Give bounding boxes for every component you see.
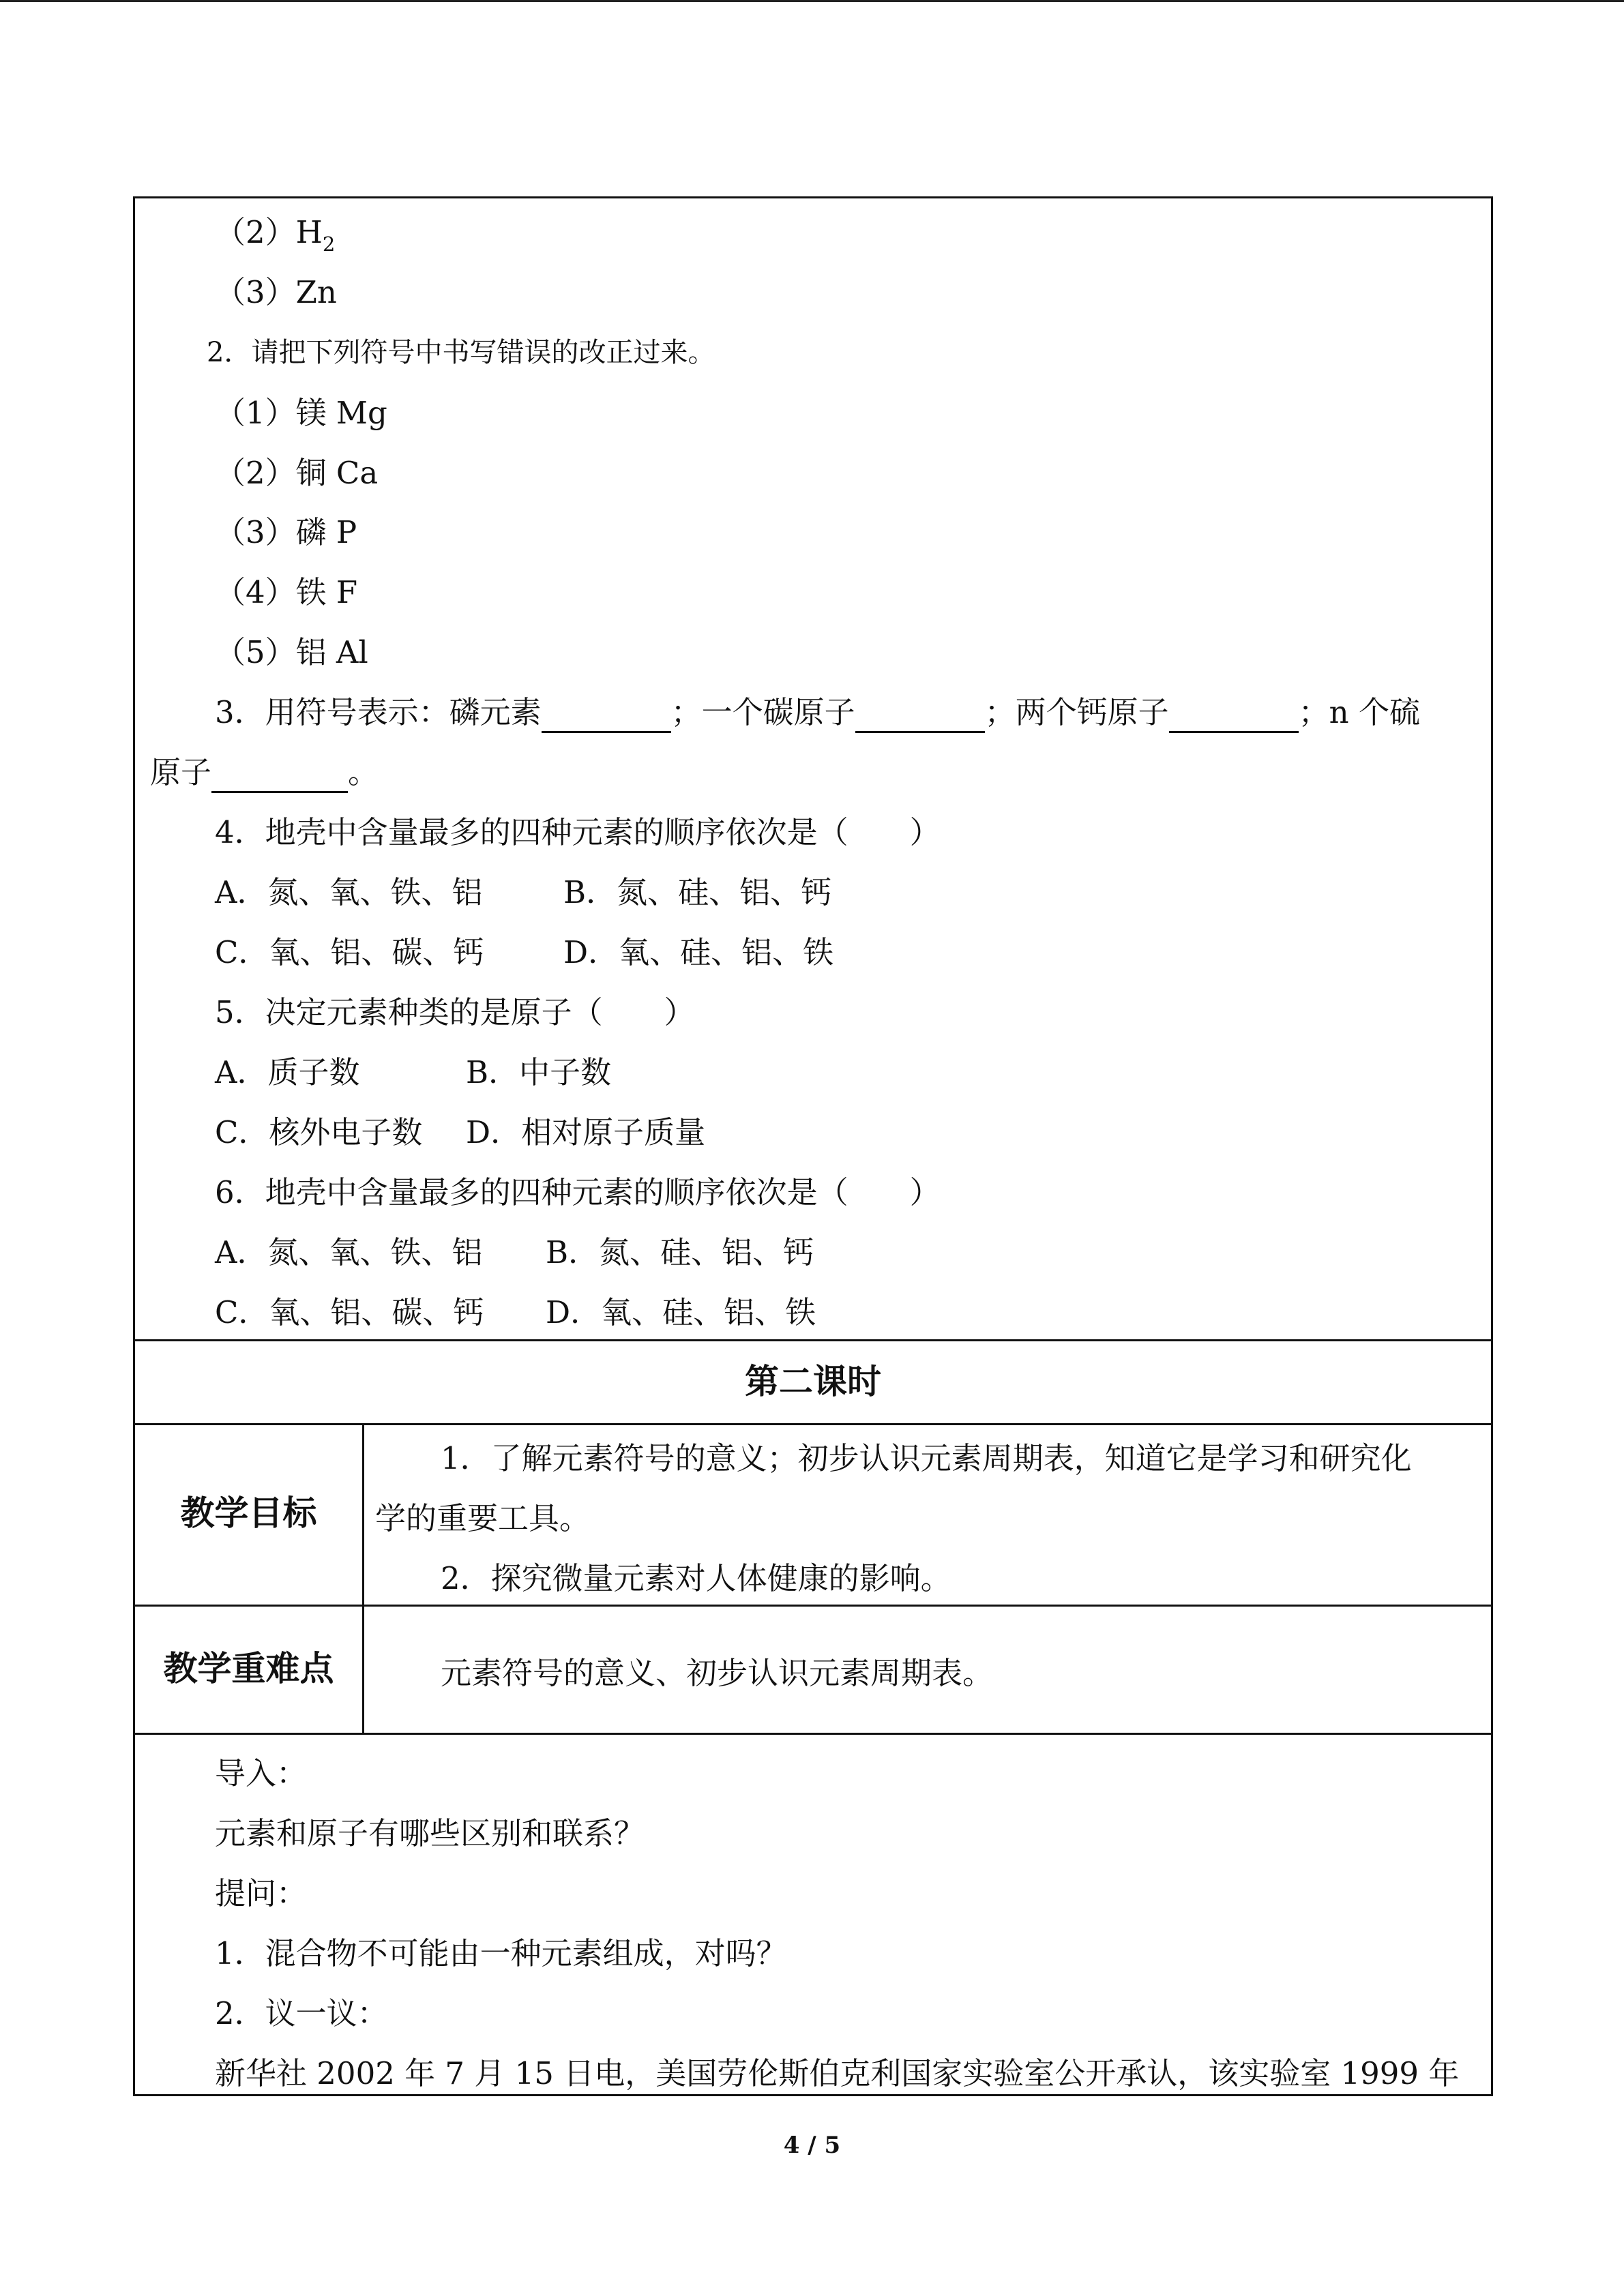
section-title: 第二课时 <box>745 1362 881 1401</box>
q3-line-cont: 原子 。 <box>150 752 379 793</box>
answer-blank[interactable] <box>211 760 348 793</box>
q5-option: B．中子数 <box>466 1054 612 1090</box>
q6-option: D．氧、硅、铝、铁 <box>546 1294 816 1330</box>
q2-item: （3）磷 P <box>215 514 357 550</box>
intro-line: 2．议一议： <box>215 1995 388 2031</box>
q4-option: B．氮、硅、铝、钙 <box>563 874 832 910</box>
row-divider <box>135 1733 1491 1735</box>
top-rule <box>0 0 1624 2</box>
intro-line: 提问： <box>215 1875 308 1911</box>
answer-blank[interactable] <box>855 700 985 733</box>
q2-item: （5）铝 Al <box>215 634 368 670</box>
q4-option: C．氧、铝、碳、钙 <box>215 934 484 970</box>
key-points-label: 教学重难点 <box>163 1649 334 1688</box>
row-divider <box>135 1423 1491 1425</box>
row-divider <box>135 1339 1491 1341</box>
q1-item-3: （3）Zn <box>215 274 337 310</box>
q2-item: （2）铜 Ca <box>215 455 379 491</box>
q5-title: 5．决定元素种类的是原子（ ） <box>215 994 695 1030</box>
q6-option: B．氮、硅、铝、钙 <box>546 1234 814 1270</box>
q2-item: （4）铁 F <box>215 574 358 610</box>
objectives-label: 教学目标 <box>180 1493 317 1533</box>
q1-item-2: $(2)H_2$ <box>215 214 336 256</box>
intro-line: 1．混合物不可能由一种元素组成，对吗？ <box>215 1935 787 1971</box>
objective-2: 2．探究微量元素对人体健康的影响。 <box>441 1560 951 1596</box>
q6-option: C．氧、铝、碳、钙 <box>215 1294 484 1330</box>
objective-1: 1．了解元素符号的意义；初步认识元素周期表，知道它是学习和研究化 <box>441 1440 1412 1476</box>
intro-line: 导入： <box>215 1755 308 1791</box>
q4-option: A．氮、氧、铁、铝 <box>215 874 483 910</box>
answer-blank[interactable] <box>542 700 671 733</box>
q3-line: 3．用符号表示：磷元素 ；一个碳原子 ；两个钙原子 ；n 个硫 <box>215 692 1420 733</box>
q2-item: （1）镁 Mg <box>215 395 387 431</box>
answer-blank[interactable] <box>1169 700 1299 733</box>
q4-title: 4．地壳中含量最多的四种元素的顺序依次是（ ） <box>215 814 941 850</box>
intro-line: 元素和原子有哪些区别和联系？ <box>215 1815 645 1851</box>
objective-1-cont: 学的重要工具。 <box>375 1500 591 1536</box>
q4-option: D．氧、硅、铝、铁 <box>563 934 834 970</box>
key-points-text: 元素符号的意义、初步认识元素周期表。 <box>441 1655 994 1691</box>
page-number: 4 / 5 <box>783 2132 841 2159</box>
q5-option: A．质子数 <box>215 1054 360 1090</box>
q5-option: C．核外电子数 <box>215 1114 423 1150</box>
q2-title: 2．请把下列符号中书写错误的改正过来。 <box>207 337 715 368</box>
q5-option: D．相对原子质量 <box>466 1114 706 1150</box>
row-divider <box>135 1605 1491 1607</box>
lesson-table <box>133 196 1493 2096</box>
intro-line: 新华社 2002 年 7 月 15 日电，美国劳伦斯伯克利国家实验室公开承认，该实验室 1999 年 <box>215 2055 1460 2091</box>
q6-title: 6．地壳中含量最多的四种元素的顺序依次是（ ） <box>215 1174 941 1210</box>
column-divider <box>362 1423 364 1735</box>
q6-option: A．氮、氧、铁、铝 <box>215 1234 483 1270</box>
